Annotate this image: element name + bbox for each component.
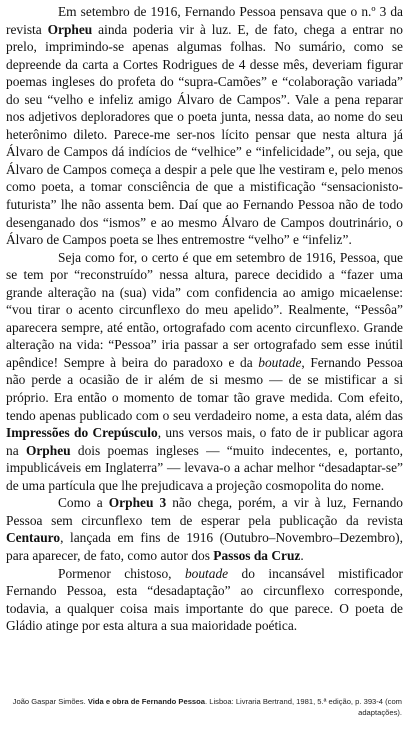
text-segment: não chega, porém, a vir à luz, Fernando Pessoa sem circunflexo tem de esperar pela publicação da revista: [6, 495, 403, 528]
paragraph-1: [6, 3, 403, 249]
text-segment: dois poemas ingleses — “muito indecentes, e, portanto, impublicáveis em Inglaterra” — levava-o a achar melhor “desadaptar-se” de uma partícula que lhe prejudicava a projeção cosmopolita do nome.: [6, 442, 403, 493]
magazine-title: Orpheu 3: [108, 495, 167, 511]
citation-author: João Gaspar Simões.: [12, 697, 86, 706]
magazine-title: Orpheu: [25, 442, 71, 458]
magazine-title: Centauro: [6, 530, 61, 546]
citation-details: . Lisboa: Livraria Bertrand, 1981, 5.ª edição, p. 393-4 (com adaptações).: [205, 697, 402, 717]
text-segment: ainda poderia vir à luz. E, de fato, chega a entrar no prelo, imprimindo-se apenas algumas folhas. No sumário, como se depreende da carta a Cortes Rodrigues de 4 desse mês, deveriam figurar poemas ingleses do profeta do “supra-Camões” e “colaboração variada” do seu “velho e infeliz amigo Álvaro de Campos”. Vale a pena reparar nos adjetivos deploradores que o poeta junta, nessa data, ao nome do seu heterônimo dileto. Parece-me ser-nos lícito pensar que nesta altura já Álvaro de Campos dá indícios de “velhice” e “infelicidade”, ou seja, que Álvaro de Campos começa a despir a pele que lhe vestiram e, pelo menos como poeta, a tomar consciência de que a mistificação “sensacionisto-futurista” lhe não assenta bem. Daí que ao Fernando Pessoa não de todo desenganado dos “ismos” e ao mesmo Álvaro de Campos doutrinário, o Álvaro de Campos poeta se lhes entremostre “velho” e “infeliz”.: [6, 21, 403, 248]
italic-term: boutade: [184, 565, 229, 581]
paragraph-2: [6, 249, 403, 495]
book-title: Impressões do Crepúsculo: [6, 425, 158, 441]
citation-title: Vida e obra de Fernando Pessoa: [87, 697, 206, 706]
text-segment: .: [300, 547, 304, 563]
text-segment: , uns versos mais, o fato de ir publicar agora na: [6, 425, 404, 458]
text-segment: , lançada em fins de 1916 (Outubro–Novembro–Dezembro), para aparecer, de fato, como autor dos: [6, 530, 403, 563]
italic-term: boutade: [258, 354, 302, 370]
text-segment: Em setembro de 1916, Fernando Pessoa pensava que o n.º 3 da revista: [6, 4, 403, 37]
paragraph-4: [6, 565, 403, 635]
source-citation: [0, 697, 402, 718]
text-segment: Como a: [58, 495, 109, 511]
text-segment: do incansável mistificador Fernando Pessoa, esta “desadaptação” ao circunflexo corresponde, todavia, a qualquer coisa mais importante do que parece. O poeta de Gládio atinge por esta altura a sua maioridade poética.: [6, 565, 403, 634]
text-segment: Seja como for, o certo é que em setembro de 1916, Pessoa, que se tem por “reconstruído” nessa altura, parece decidido a “fazer uma grande alteração na (sua) vida” com confidencia ao amigo micaelense: “vou tirar o acento circunflexo do meu apelido”. Realmente, “Pessôa” aparecera sempre, até então, ortografado com acento circunflexo. Grande alteração na vida: “Pessoa” iria passar a ser ortografado sem esse inútil apêndice! Sempre à beira do paradoxo e da: [6, 249, 403, 370]
book-title: Passos da Cruz: [213, 547, 301, 563]
magazine-title: Orpheu: [47, 21, 93, 37]
paragraph-3: [6, 494, 403, 564]
text-segment: Pormenor chistoso,: [58, 565, 185, 581]
text-segment: , Fernando Pessoa não perde a ocasião de ir além de si mesmo — de se mistificar a si próprio. Era então o momento de tomar tão grave medida. Com efeito, tendo apenas publicado com o seu verdadeiro nome, a esta data, além das: [6, 354, 403, 423]
